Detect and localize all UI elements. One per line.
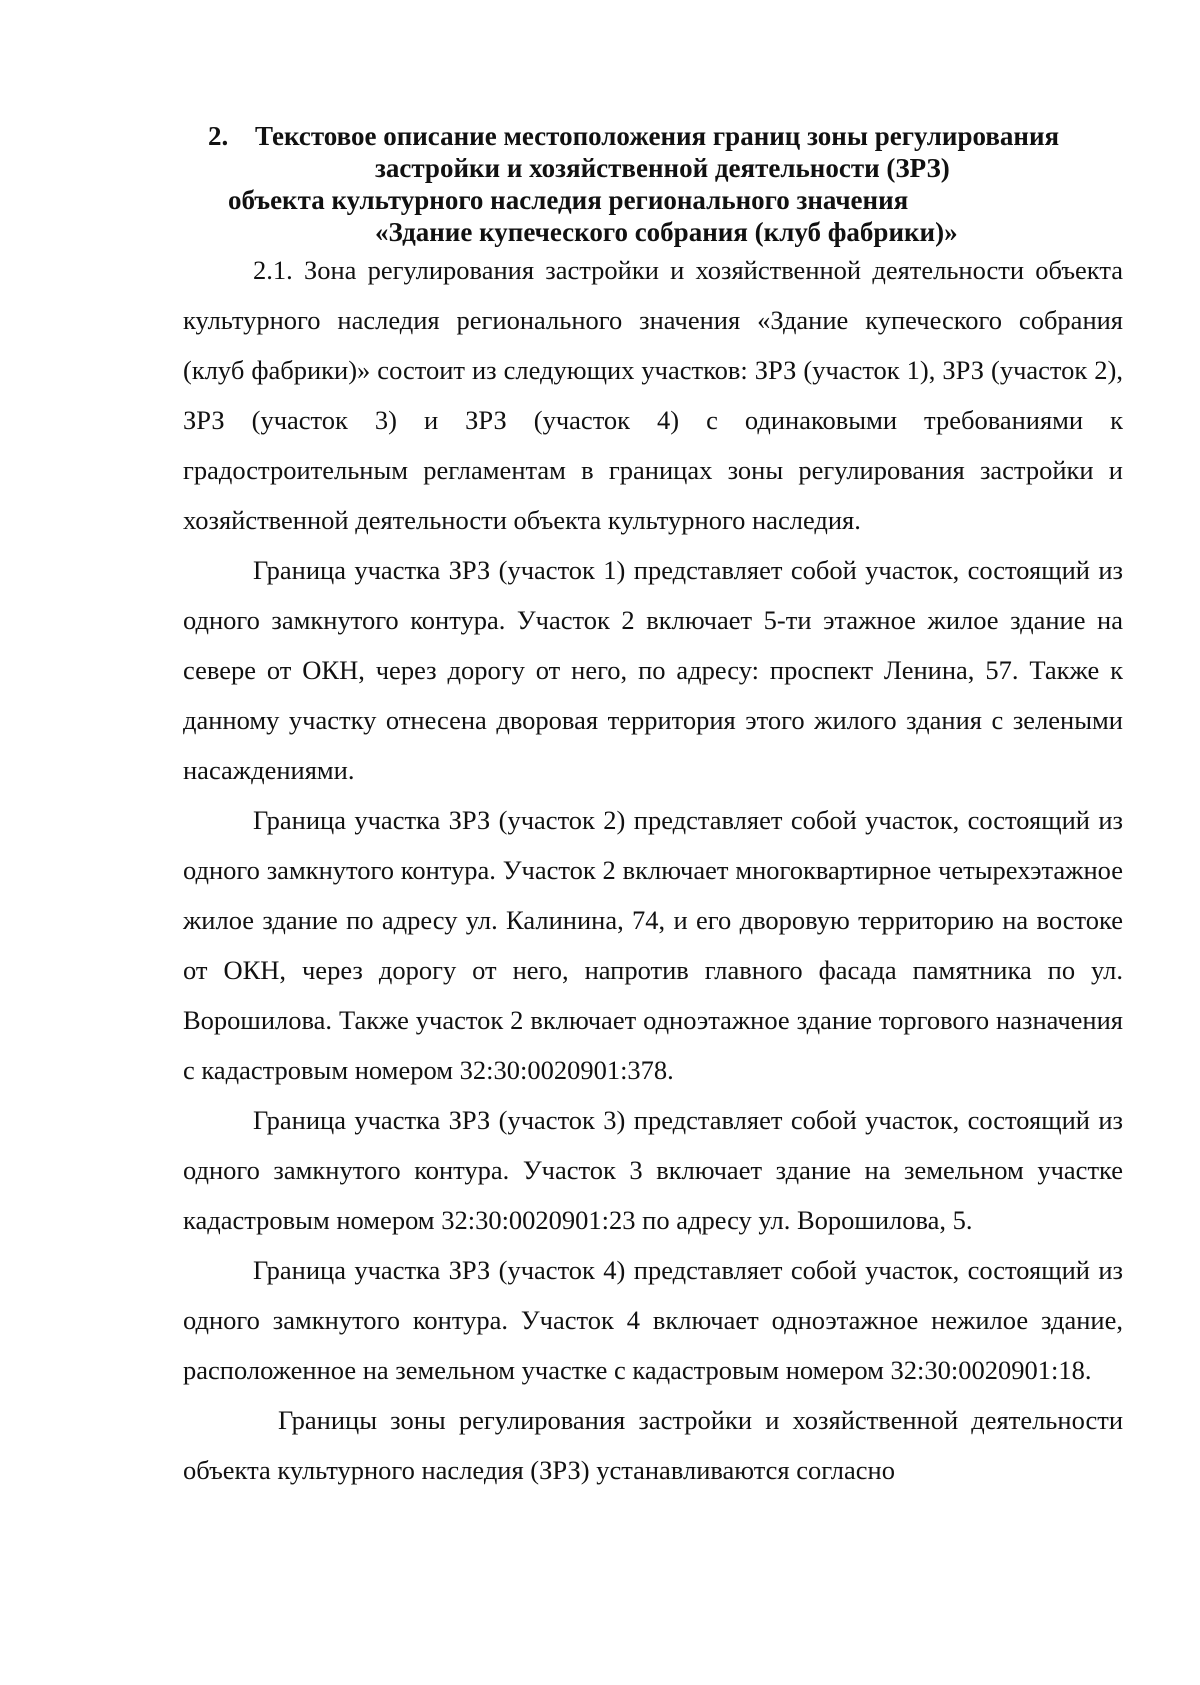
document-body	[183, 245, 1123, 1495]
paragraph-2-1: 2.1. Зона регулирования застройки и хозяйственной деятельности объекта культурного наследия регионального значения «Здание купеческого собрания (клуб фабрики)» состоит из следующих участков: ЗРЗ (участок 1), ЗРЗ (участок 2), ЗРЗ (участок 3) и ЗРЗ (участок 4) с одинаковыми требованиями к градостроительным регламентам в границах зоны регулирования застройки и хозяйственной деятельности объекта культурного наследия.	[183, 255, 1123, 535]
paragraph-plot-4: Граница участка ЗРЗ (участок 4) представляет собой участок, состоящий из одного замкнутого контура. Участок 4 включает одноэтажное нежилое здание, расположенное на земельном участке с кадастровым номером 32:30:0020901:18.	[183, 1255, 1123, 1385]
heading-line-1-text: Текстовое описание местоположения границ зоны регулирования	[255, 121, 1060, 151]
heading-line-3: объекта культурного наследия регионального значения	[228, 185, 909, 215]
section-number: 2.	[208, 121, 229, 151]
paragraph-plot-2: Граница участка ЗРЗ (участок 2) представляет собой участок, состоящий из одного замкнутого контура. Участок 2 включает многоквартирное четырехэтажное жилое здание по адресу ул. Калинина, 74, и его дворовую территорию на востоке от ОКН, через дорогу от него, напротив главного фасада памятника по ул. Ворошилова. Также участок 2 включает одноэтажное здание торгового назначения с кадастровым номером 32:30:0020901:378.	[183, 805, 1123, 1085]
heading-line-1	[150, 120, 1120, 152]
paragraph-plot-3: Граница участка ЗРЗ (участок 3) представляет собой участок, состоящий из одного замкнутого контура. Участок 3 включает здание на земельном участке кадастровым номером 32:30:0020901:23 по адресу ул. Ворошилова, 5.	[183, 1105, 1123, 1235]
heading-line-4: «Здание купеческого собрания (клуб фабрики)»	[375, 217, 958, 247]
heading-line-2: застройки и хозяйственной деятельности (ЗРЗ)	[375, 153, 950, 183]
paragraph-boundaries: Границы зоны регулирования застройки и хозяйственной деятельности объекта культурного наследия (ЗРЗ) устанавливаются согласно	[183, 1405, 1123, 1485]
paragraph-plot-1: Граница участка ЗРЗ (участок 1) представляет собой участок, состоящий из одного замкнутого контура. Участок 2 включает 5-ти этажное жилое здание на севере от ОКН, через дорогу от него, по адресу: проспект Ленина, 57. Также к данному участку отнесена дворовая территория этого жилого здания с зелеными насаждениями.	[183, 555, 1123, 785]
section-heading	[150, 120, 1120, 248]
